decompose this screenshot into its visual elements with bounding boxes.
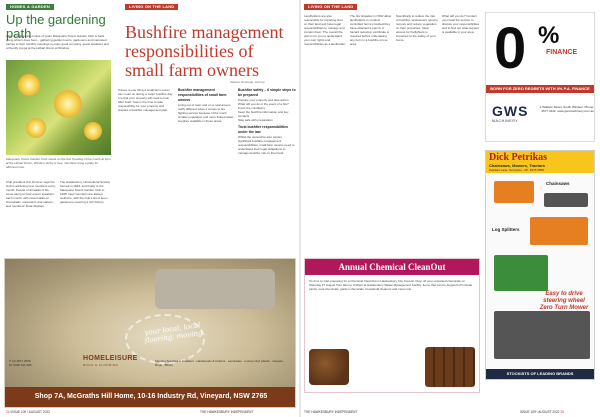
bushfire-col2-heading: Bushfire management responsibilities of small farm owners <box>178 88 227 102</box>
chainsaw-icon <box>544 193 588 207</box>
dick-footer: STOCKISTS OF LEADING BRANDS <box>486 369 594 379</box>
mower-icon <box>494 255 548 291</box>
garden-body-col1: After a challenging couple of years Macquarie Towns Garden Club is back doing what it does best – gathering garden lovers, gardeners and interested parties to their monthly meetings to enjoy good company, guest speakers and a friendly cuppa at the Hobart Room at Windsor. <box>6 34 109 50</box>
gws-brand-sub: MACHINERY <box>492 119 519 123</box>
land-body-col3: Specifically to reduce the risk of bushfire, landowners need to remove and reduce vegetation on their properties. Clear access for firefighters is important to the safety of your home. <box>396 14 438 42</box>
bushfire-body-col4: Whilst the ownership also carries significant bushfire management responsibilities, small farm owners need to understand their legal obligations to manage bushfire risk on their land. <box>238 135 295 155</box>
bushfire-step: Stay safe with preparation <box>238 118 273 122</box>
bushfire-byline: (Steven Kennedy, source) <box>230 80 265 84</box>
homeleisure-logo <box>83 355 138 367</box>
rug-photo <box>5 259 296 387</box>
land-body-col4: What will you do? Contact your local fire service to discuss your responsibilities and to find out what support is available in your area. <box>442 14 480 34</box>
log-splitter-icon <box>530 217 588 245</box>
dick-subtitle: Chainsaws, Mowers, Tractors <box>489 163 546 168</box>
chainsaw-icon <box>494 181 534 203</box>
garden-body-col2: Club president Ann Dimmer says the club is attracting new members every month. People of all walks of life come along to hear expert speakers each month, with recent talks on bromeliads, succulents and natives, and members' floral displays. <box>6 180 56 208</box>
left-issue: ISSUE 109 \ AUGUST 2022 <box>10 410 50 414</box>
right-publication: THE HAWKESBURY INDEPENDENT <box>304 410 358 414</box>
homeleisure-advert <box>4 258 296 408</box>
bushfire-col3-heading: Bushfire safety – 6 simple steps to be prepared <box>238 88 296 97</box>
right-page-number: 25 <box>560 410 564 414</box>
bushfire-headline: Bushfire management responsibilities of small farm owners <box>125 22 284 80</box>
dick-address: Petrikas Lane, Tennyson · Ph: 4576 5555 <box>489 168 544 172</box>
page-gutter <box>299 0 301 417</box>
garden-flower-photo <box>6 60 111 155</box>
advert-mobile: M: 0418 121 086 <box>9 363 32 367</box>
homeleisure-brand: HOMELEISURE <box>83 355 138 362</box>
left-publication: THE HAWKESBURY INDEPENDENT <box>200 410 254 414</box>
gws-brand: GWS <box>492 103 529 119</box>
finance-slogan: BORN FOR ZERO REGRETS WITH 0% P.A. FINANCE <box>486 85 594 93</box>
zero-turn-mower-text: Easy to drive steering wheel Zero Turn Mower <box>539 291 589 311</box>
right-folio <box>520 410 564 414</box>
garden-photo-caption: Macquarie Towns Garden Club meets on the first Tuesday of the month at 1pm at the Hobart Room, Windsor. Entry is free, members bring a plate for afternoon tea. <box>6 157 111 169</box>
cleanout-headline: Annual Chemical CleanOut <box>305 259 479 275</box>
advert-services: Flooring Supplies & Installers · Hardwoods & timbers · Laminates · Luxury vinyl planks · Carpets · Rugs · Blinds <box>155 359 285 367</box>
bushfire-col4-heading: Trust bushfire responsibilities under the law <box>238 125 288 134</box>
tractor-icon <box>494 311 590 359</box>
garden-headline: Up the gardening path <box>6 12 106 41</box>
flower-icon <box>84 122 102 140</box>
flower-icon <box>54 90 82 118</box>
flower-icon <box>26 118 46 138</box>
land-body-col2: The fire brigades in NSW allow landholders to conduct controlled burns provided they have obtained a permit. A hazard reduction certificate is required before undertaking any burn in a bushfire prone area. <box>350 14 392 46</box>
bushfire-step: Prepare your property and take action <box>238 98 289 102</box>
bushfire-step: Know the conditions <box>238 106 265 110</box>
advert-script-text: your local, local flooring, moving <box>144 321 203 345</box>
bushfire-body-col2: Living out of town and on a rural area is really different when it comes to fire fighting service because of the much smaller population and more limited water supplies available in those areas. <box>178 103 234 123</box>
right-issue: ISSUE 109 \ AUGUST 2022 <box>520 410 560 414</box>
couch-icon <box>155 269 275 309</box>
left-page-number: 24 <box>6 410 10 414</box>
land-body-col1: Landholders are also responsible for reporting fires on their land and have legal responsibilities to manage and contain them. The overall fire plan is for you to understand your own rights and responsibilities as a landholder. <box>304 14 346 46</box>
advert-phone: T: 02 4577 2508 <box>9 359 31 363</box>
advert-contact <box>9 359 32 367</box>
chemical-drum-icon <box>309 349 349 385</box>
left-folio <box>6 410 50 414</box>
chainsaw-label: Chainsaws <box>546 181 570 186</box>
advert-address: Shop 7A, McGraths Hill Home, 10-16 Industry Rd, Vineyard, NSW 2765 <box>5 387 296 407</box>
chemical-cleanout-notice <box>304 258 480 393</box>
homeleisure-brand-sub: RUGS & FLOORING <box>83 363 119 367</box>
bushfire-col3 <box>238 88 296 254</box>
garden-body-col3: The Hawkesbury Horticultural Society formed in 1949, and finally to the Macquarie Towns Garden Club in 1968. New members are always welcome, with the club's list of keen gardeners covering a rich history. <box>60 180 111 204</box>
bushfire-body-col1: If there is one thing a small farm owner can count on during a major bushfire day it is that your property will need to look after itself. Now is the time to take responsibility for your property and prepare a bushfire management plan. <box>118 88 173 112</box>
zero-percent-number: 0 <box>494 16 527 81</box>
chemical-containers-icon <box>425 347 475 387</box>
percent-sign: % <box>538 22 560 49</box>
bushfire-section-tag: LIVING ON THE LAND <box>125 4 178 10</box>
finance-label: FINANCE <box>546 49 578 56</box>
flower-icon <box>18 74 40 96</box>
bushfire-col2 <box>178 88 234 254</box>
dick-petrikas-advert <box>485 150 595 380</box>
bushfire-step: What will you do in the event of a fire? <box>238 102 289 106</box>
cleanout-body: It's time to start preparing for a Chemical CleanOut in Hawkesbury City Council. Drop off your unwanted chemicals on Saturday 27 August from 9am to 3:30pm at Hawkesbury Waste Management Facility. Items that can be dropped off include paints, pool chemicals, garden chemicals, household cleaners and motor oils. <box>309 279 473 291</box>
gws-logo <box>492 103 528 123</box>
land-section-tag: LIVING ON THE LAND <box>304 4 357 10</box>
gws-contact: 4 Wallace Street, South Windsor. Phone: 4577 4422. www.gwsmachinery.com.au <box>539 105 594 113</box>
dick-title: Dick Petrikas <box>489 152 548 163</box>
gws-finance-advert <box>485 12 595 142</box>
log-splitter-label: Log Splitters <box>492 227 520 232</box>
bushfire-step: Keep the bushfire information and key contacts <box>238 110 289 118</box>
garden-section-tag: HOMES & GARDEN <box>6 4 54 10</box>
